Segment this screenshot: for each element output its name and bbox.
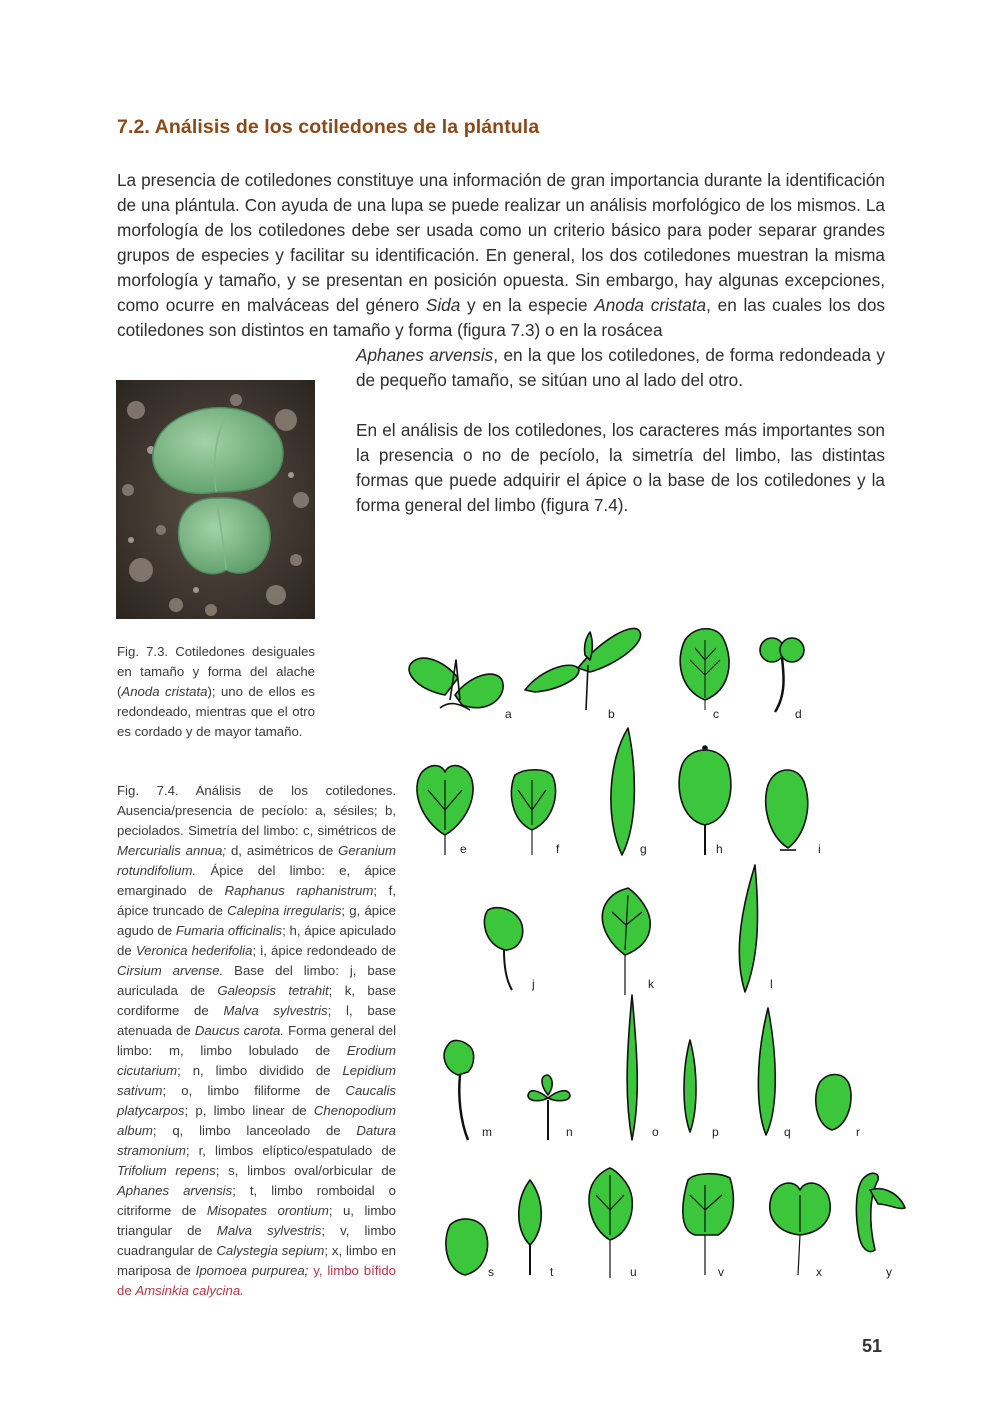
label-d: d [795,707,802,721]
section-heading: 7.2. Análisis de los cotiledones de la plántula [117,116,540,138]
label-m: m [482,1125,492,1139]
leaf-c [680,629,729,710]
text-run: La presencia de cotiledones constituye una información de gran importancia durante la identificación de una plántula. Con ayuda de una lupa se puede realizar un análisis morfológico de los mismos. La morfología de los cotiledones debe ser usada como un criterio básico para poder separar grandes grupos de especies y facilitar su identificación. En general, los dos cotiledones muestran la misma morfología y tamaño, y se presentan en posición opuesta. Sin embargo, hay algunas excepciones, como ocurre en malváceas del género [117,170,885,315]
leaf-s [446,1219,488,1275]
leaf-m [444,1040,473,1140]
leaf-n [528,1075,570,1140]
leaf-o [627,995,637,1140]
page-number: 51 [862,1336,883,1356]
leaf-y [856,1173,905,1251]
text-run: , en la que los cotiledones, de forma redondeada y de pequeño tamaño, se sitúan uno al lado del otro. [356,345,885,390]
species-name: Sida [425,295,461,315]
label-v: v [718,1265,724,1279]
label-t: t [550,1265,554,1279]
leaf-h [679,746,731,855]
label-i: i [818,842,821,856]
label-q: q [784,1125,791,1139]
seedling-photo [116,380,315,619]
label-b: b [608,707,615,721]
leaf-f [511,770,555,855]
leaf-i [766,770,808,850]
label-l: l [770,977,773,991]
label-f: f [556,842,560,856]
label-k: k [648,977,654,991]
leaf-p [684,1040,696,1132]
leaf-j [484,908,522,990]
leaf-q [758,1008,775,1135]
leaf-b [525,628,641,710]
leaf-x [770,1183,830,1275]
species-name: Aphanes arvensis [356,345,494,365]
label-p: p [712,1125,719,1139]
text-run: y en la especie [460,295,595,315]
leaf-a [409,658,503,710]
paragraph-analysis: En el análisis de los cotiledones, los caracteres más importantes son la presencia o no de pecíolo, la simetría del limbo, las distintas formas que puede adquirir el ápice o la base de los cotiledones y la forma general del limbo (figura 7.4). [356,420,885,515]
paragraph-intro [117,168,885,343]
label-x: x [816,1265,822,1279]
text-run: ); uno de ellos es redondeado, mientras que el otro es cordado y de mayor tamaño. [117,684,315,739]
paragraph-intro-continued [356,343,885,393]
label-j: j [532,977,535,991]
label-y: y [886,1265,892,1279]
leaf-u [589,1168,632,1278]
label-s: s [488,1265,494,1279]
label-e: e [460,842,467,856]
label-c: c [713,707,719,721]
leaf-r [816,1075,851,1131]
species-name: Anoda cristata [121,684,208,699]
leaf-l [739,865,757,992]
figure-7-3-caption [117,642,315,742]
leaf-v [683,1174,734,1275]
text-run: Fig. 7.3. Cotiledones desiguales en tamaño y forma del alache ( [117,644,315,699]
cotyledon-shapes-figure [400,620,930,1290]
label-u: u [630,1265,637,1279]
anoda-cristata-photo [116,380,315,619]
label-h: h [716,842,723,856]
label-o: o [652,1125,659,1139]
leaf-t [519,1180,542,1275]
leaf-k [602,888,650,995]
figure-7-4-caption: Fig. 7.4. Análisis de los cotiledones. Ausencia/presencia de pecíolo: a, sésiles; b, peciolados. Simetría del limbo: c, simétricos de Mercurialis annua; d, asimétricos de Geranium rotundifolium. Ápice del limbo: e, ápice emarginado de Raphanus raphanistrum; f, ápice truncado de Calepina irregularis; g, ápice agudo de Fumaria officinalis; h, ápice apiculado de Veronica hederifolia; i, ápice redondeado de Cirsium arvense. Base del limbo: j, base auriculada de Galeopsis tetrahit; k, base cordiforme de Malva sylvestris; l, base atenuada de Daucus carota. Forma general del limbo: m, limbo lobulado de Erodium cicutarium; n, limbo dividido de Lepidium sativum; o, limbo filiforme de Caucalis platycarpos; p, limbo linear de Chenopodium album; q, limbo lanceolado de Datura stramonium; r, limbos elíptico/espatulado de Trifolium repens; s, limbos oval/orbicular de Aphanes arvensis; t, limbo romboidal o citriforme de Misopates orontium; u, limbo triangular de Malva sylvestris; v, limbo cuadrangular de Calystegia sepium; x, limbo en mariposa de Ipomoea purpurea; y, limbo bífido de Amsinkia calycina. [117,783,397,1298]
leaf-g [611,728,634,855]
label-g: g [640,842,647,856]
text-run: , en las cuales los dos cotiledones son distintos en tamaño y forma (figura 7.3) o en la rosácea [117,295,886,340]
label-a: a [505,707,512,721]
species-name: Anoda cristata [594,295,707,315]
leaf-d [760,638,804,712]
label-n: n [566,1125,573,1139]
label-r: r [856,1125,860,1139]
